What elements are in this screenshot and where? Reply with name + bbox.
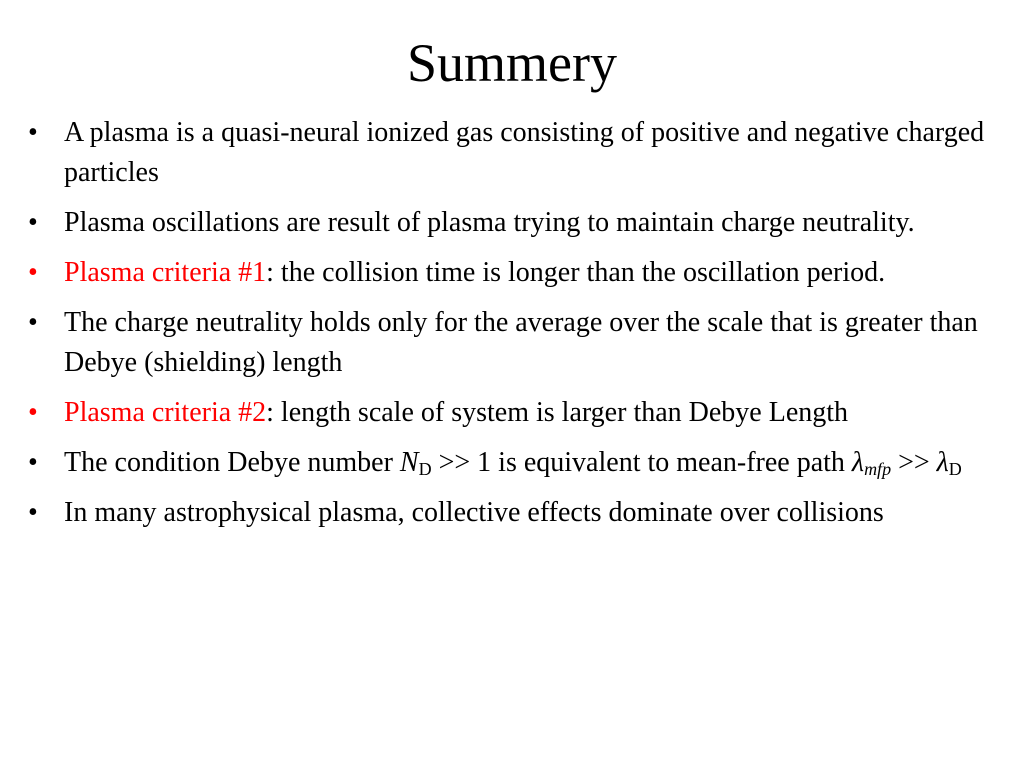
bullet-text: Plasma oscillations are result of plasma trying to maintain charge neutrality.	[64, 207, 915, 238]
criteria-label: Plasma criteria #2	[64, 397, 267, 428]
bullet-text: The condition Debye number	[64, 447, 400, 478]
criteria-label: Plasma criteria #1	[64, 257, 267, 288]
slide-title: Summery	[407, 33, 617, 93]
bullet-text: >> 1 is equivalent to mean-free path	[431, 447, 852, 478]
bullet-text: In many astrophysical plasma, collective effects dominate over collisions	[64, 497, 884, 528]
bullet-item-2	[0, 203, 1000, 243]
bullet-text: >>	[891, 447, 937, 478]
lambda-symbol: λ	[936, 447, 949, 478]
bullet-item-4	[0, 303, 1000, 383]
bullet-item-1	[0, 113, 1000, 193]
bullet-item-6	[0, 443, 1000, 483]
debye-number-symbol: N	[399, 447, 419, 478]
bullet-marker: •	[28, 307, 38, 338]
lambda-symbol: λ	[851, 447, 865, 478]
subscript: D	[418, 459, 432, 479]
bullet-item-7	[0, 493, 1000, 533]
bullet-text: The charge neutrality holds only for the average over the scale that is greater than Debye (shielding) length	[64, 307, 978, 378]
bullet-marker: •	[28, 117, 38, 148]
bullet-item-5	[0, 393, 1000, 433]
bullet-text: A plasma is a quasi-neural ionized gas consisting of positive and negative charged particles	[64, 117, 985, 188]
subscript: D	[948, 459, 962, 479]
bullet-item-3	[0, 253, 1000, 293]
bullet-marker: •	[28, 397, 38, 428]
subscript: mfp	[864, 459, 892, 479]
bullet-list	[0, 113, 1000, 543]
bullet-text: : length scale of system is larger than Debye Length	[266, 397, 849, 428]
bullet-marker: •	[28, 257, 38, 288]
bullet-text: : the collision time is longer than the oscillation period.	[266, 257, 886, 288]
bullet-marker: •	[28, 447, 38, 478]
bullet-marker: •	[28, 497, 38, 528]
bullet-marker: •	[28, 207, 38, 238]
